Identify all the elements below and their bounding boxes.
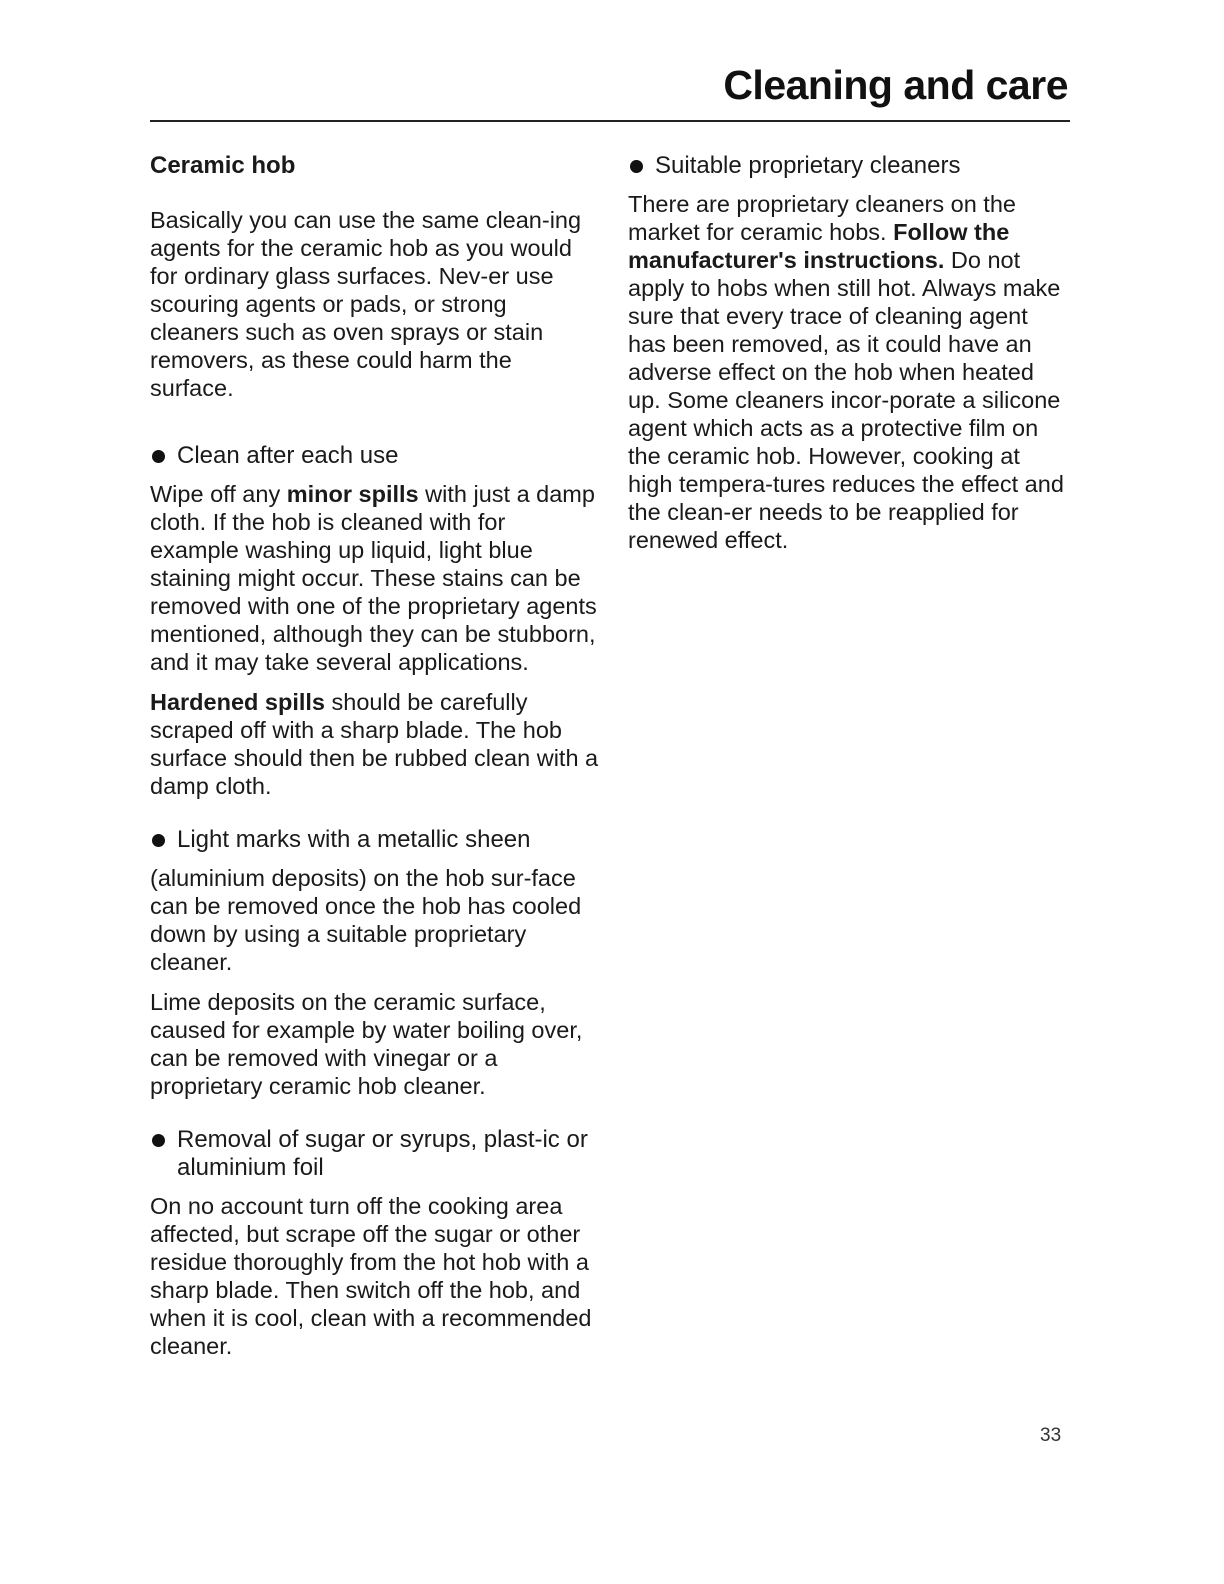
bullet-heading-suitable-cleaners: [628, 152, 1068, 180]
minor-spills-post: with just a damp cloth. If the hob is cleaned with for example washing up liquid, light blue staining might occur. These stains can be removed with one of the proprietary agents mentioned, although they can be stubborn, and it may take several applications.: [150, 481, 597, 675]
bullet-icon: [152, 450, 165, 463]
minor-spills-bold: minor spills: [286, 481, 419, 507]
suitable-cleaners-paragraph: [628, 190, 1068, 554]
aluminium-deposits-paragraph: (aluminium deposits) on the hob sur-face can be removed once the hob has cooled down by using a suitable proprietary cleaner.: [150, 865, 582, 975]
page-number: 33: [1040, 1425, 1062, 1446]
bullet-heading-text: Suitable proprietary cleaners: [655, 152, 961, 179]
bullet-icon: [152, 834, 165, 847]
bullet-heading-light-marks: [150, 826, 600, 854]
right-column: [628, 152, 1068, 566]
bullet-icon: [152, 1134, 165, 1147]
intro-paragraph: Basically you can use the same clean-ing agents for the ceramic hob as you would for ordinary glass surfaces. Nev-er use scouring agents or pads, or strong cleaners such as oven sprays or stain removers, as these could harm the surface.: [150, 207, 582, 401]
bullet-heading-text: Clean after each use: [177, 442, 399, 469]
suitable-cleaners-bold: Follow the manufacturer's instructions.: [628, 219, 1010, 273]
suitable-cleaners-pre: There are proprietary cleaners on the market for ceramic hobs.: [628, 191, 1016, 245]
page-title: Cleaning and care: [723, 62, 1068, 108]
bullet-icon: [630, 160, 643, 173]
header-rule: [150, 120, 1070, 122]
bullet-heading-text: Light marks with a metallic sheen: [177, 826, 531, 853]
hardened-spills-post: should be carefully scraped off with a sharp blade. The hob surface should then be rubbed clean with a damp cloth.: [150, 689, 599, 799]
minor-spills-paragraph: [150, 480, 600, 676]
hardened-spills-paragraph: [150, 688, 600, 800]
section-title-ceramic-hob: Ceramic hob: [150, 152, 296, 179]
left-column: [150, 152, 600, 1372]
bullet-heading-removal: [150, 1126, 600, 1182]
removal-paragraph: On no account turn off the cooking area affected, but scrape off the sugar or other residue thoroughly from the hot hob with a sharp blade. Then switch off the hob, and when it is cool, clean with a recommended cleaner.: [150, 1193, 592, 1359]
bullet-heading-text: Removal of sugar or syrups, plast-ic or aluminium foil: [177, 1126, 588, 1181]
bullet-heading-clean-after-use: [150, 442, 600, 470]
minor-spills-pre: Wipe off any: [150, 481, 287, 507]
suitable-cleaners-post: Do not apply to hobs when still hot. Always make sure that every trace of cleaning agent has been removed, as it could have an adverse effect on the hob when heated up. Some cleaners incor-porate a silicone agent which acts as a protective film on the ceramic hob. However, cooking at high tempera-tures reduces the effect and the clean-er needs to be reapplied for renewed effect.: [628, 247, 1064, 553]
hardened-spills-bold: Hardened spills: [150, 689, 325, 715]
lime-deposits-paragraph: Lime deposits on the ceramic surface, caused for example by water boiling over, can be removed with vinegar or a proprietary ceramic hob cleaner.: [150, 989, 583, 1099]
